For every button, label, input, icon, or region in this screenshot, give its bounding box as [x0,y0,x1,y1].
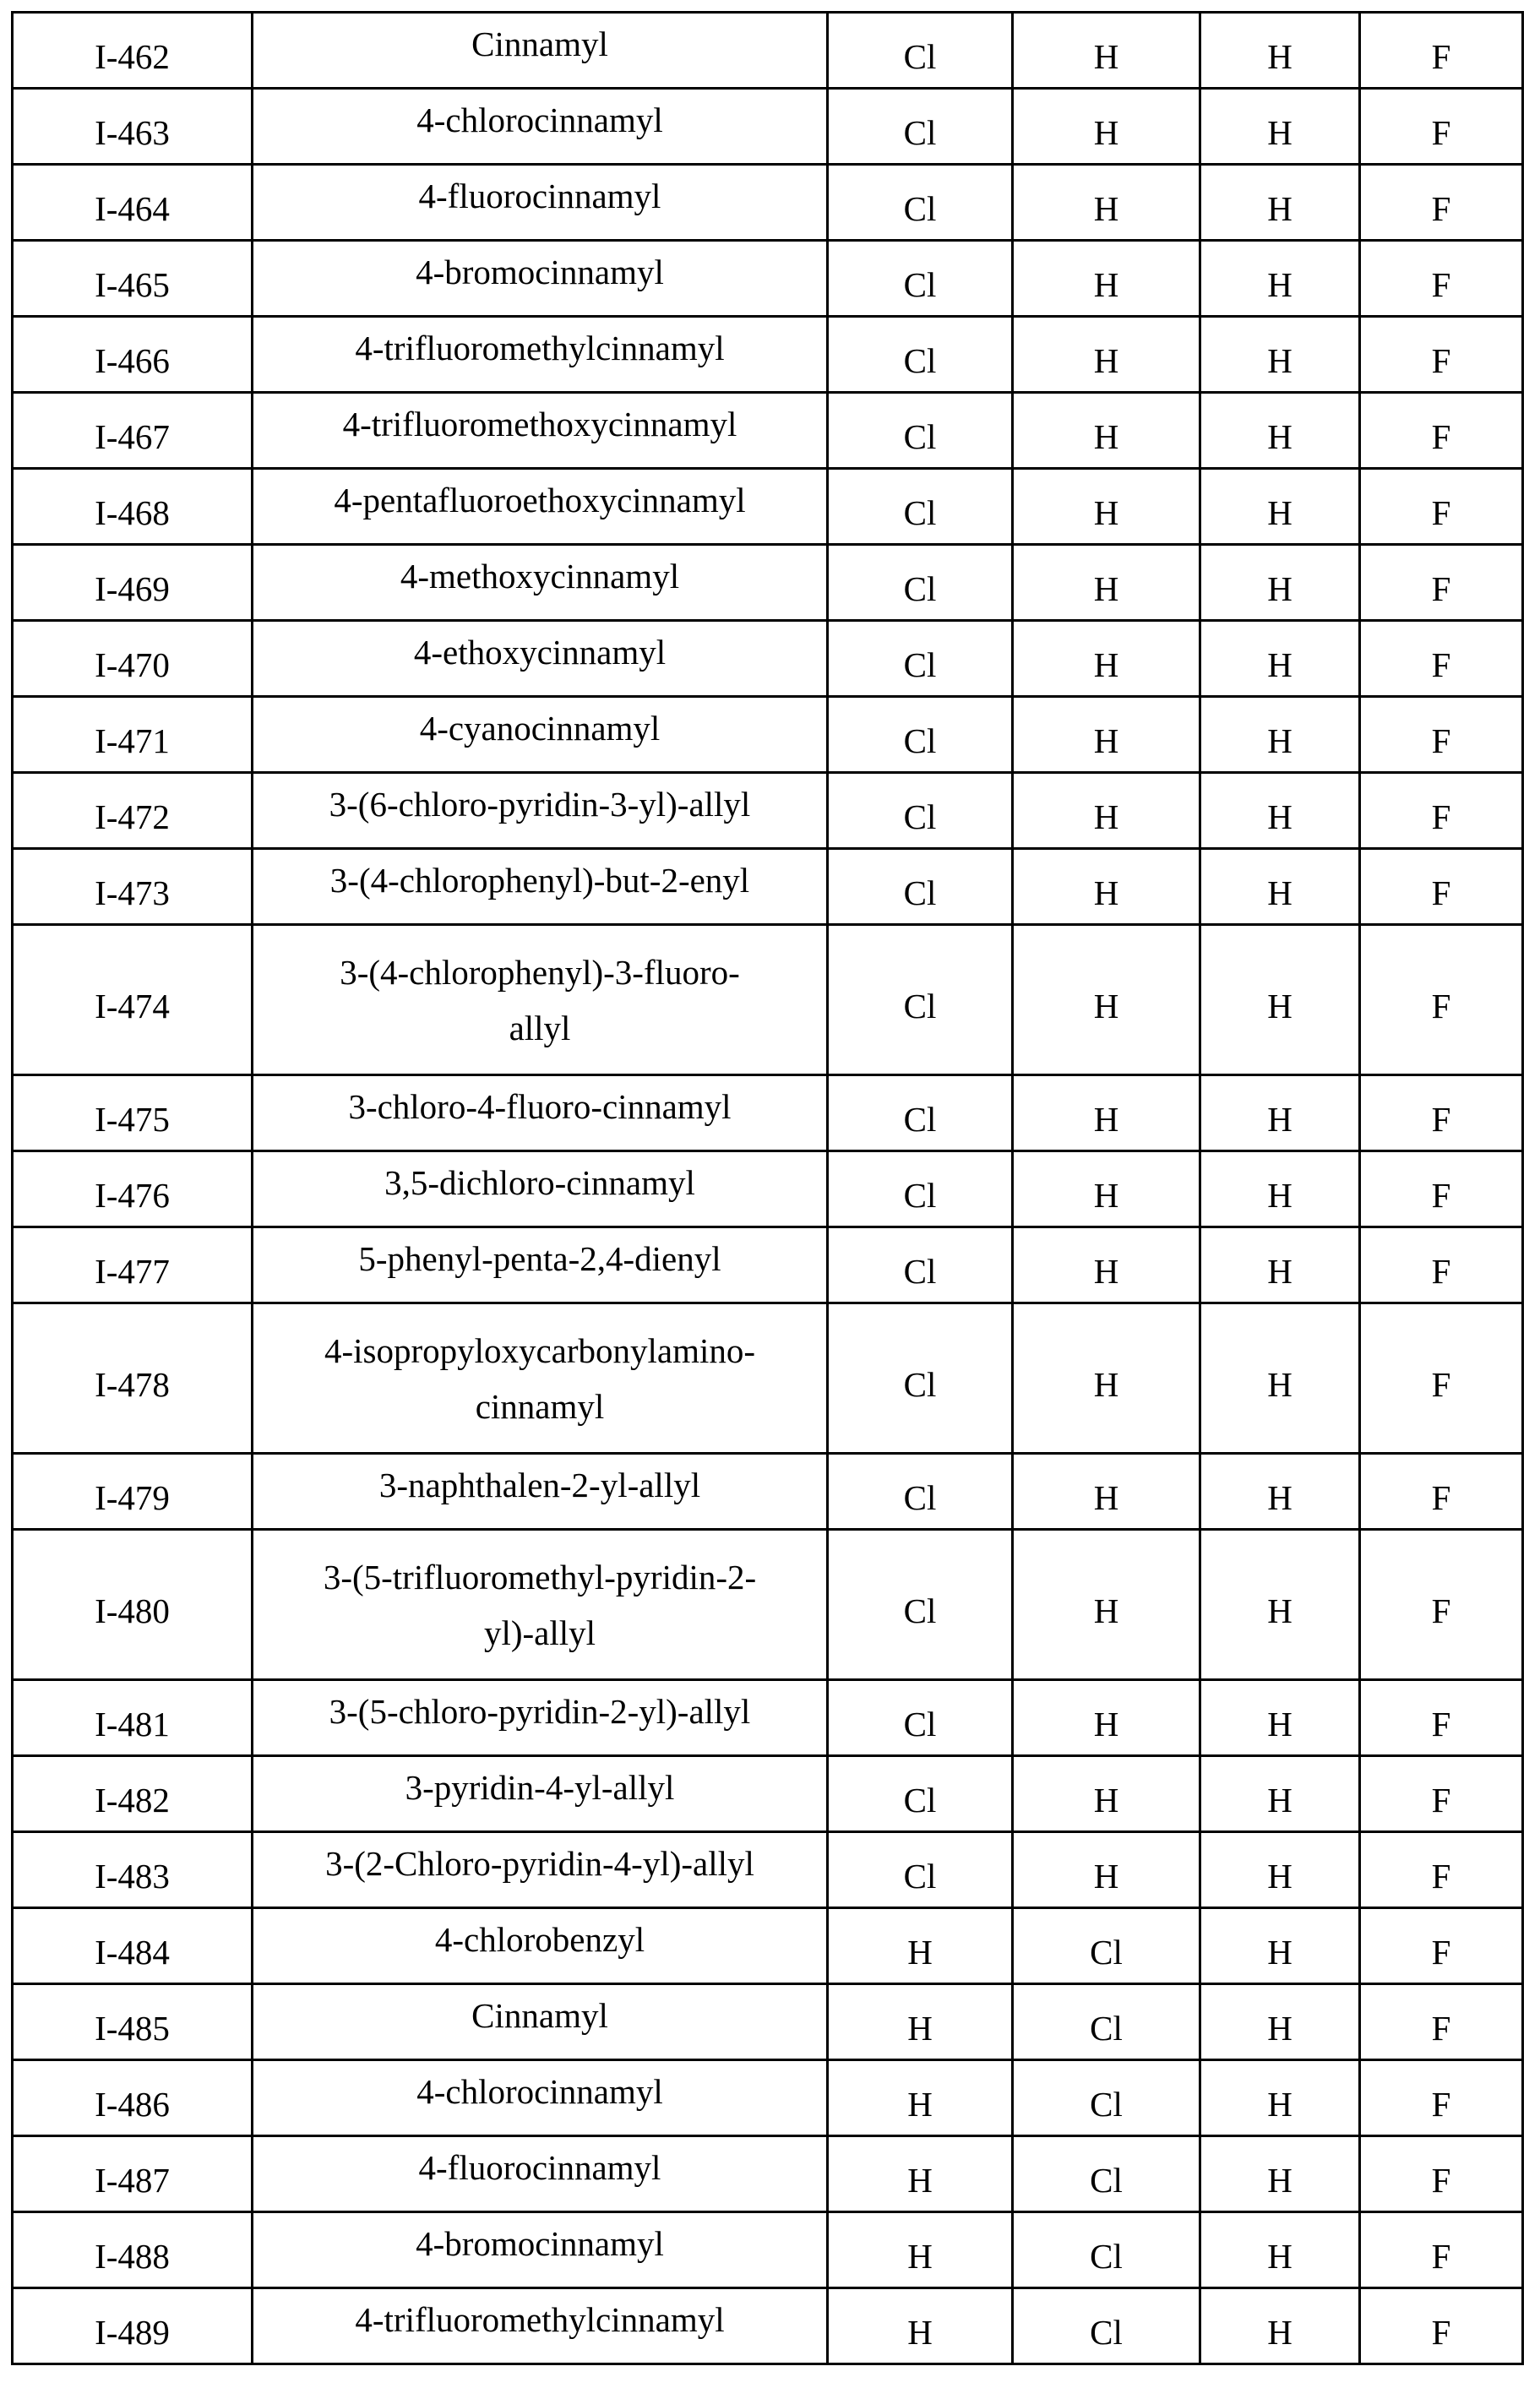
value-cell-c6: F [1360,1227,1523,1303]
value-cell-c3: Cl [828,317,1013,393]
table-row [13,1227,1523,1303]
table-row [13,621,1523,697]
substituent-cell: 4-trifluoromethylcinnamyl [253,317,828,393]
value-cell-c4: H [1013,1454,1200,1530]
table-row [13,2288,1523,2364]
substituent-cell: 3-chloro-4-fluoro-cinnamyl [253,1075,828,1151]
value-cell-c4: H [1013,1227,1200,1303]
value-cell-c4: H [1013,621,1200,697]
value-cell-c4: H [1013,1530,1200,1680]
value-cell-c6: F [1360,1756,1523,1832]
value-cell-c4: H [1013,773,1200,849]
compound-id-cell: I-489 [13,2288,253,2364]
compound-id-cell: I-471 [13,697,253,773]
substituent-cell: 5-phenyl-penta-2,4-dienyl [253,1227,828,1303]
value-cell-c4: Cl [1013,1984,1200,2060]
value-cell-c6: F [1360,241,1523,317]
table-row [13,2060,1523,2136]
value-cell-c6: F [1360,773,1523,849]
value-cell-c4: H [1013,13,1200,89]
value-cell-c3: Cl [828,925,1013,1075]
value-cell-c6: F [1360,89,1523,165]
substituent-cell: 4-fluorocinnamyl [253,165,828,241]
substituent-cell: Cinnamyl [253,13,828,89]
substituent-cell: 4-fluorocinnamyl [253,2136,828,2212]
substituent-line: 3-(5-trifluoromethyl-pyridin-2- [323,1557,757,1597]
substituent-cell: 4-chlorocinnamyl [253,89,828,165]
substituent-cell: 3-(4-chlorophenyl)-but-2-enyl [253,849,828,925]
value-cell-c4: H [1013,545,1200,621]
value-cell-c3: Cl [828,545,1013,621]
value-cell-c6: F [1360,1530,1523,1680]
substituent-line: 3-(4-chlorophenyl)-3-fluoro- [340,952,740,992]
value-cell-c6: F [1360,1680,1523,1756]
value-cell-c5: H [1200,849,1360,925]
compound-id-cell: I-470 [13,621,253,697]
value-cell-c4: H [1013,697,1200,773]
value-cell-c5: H [1200,1075,1360,1151]
value-cell-c5: H [1200,89,1360,165]
substituent-cell: 3-(2-Chloro-pyridin-4-yl)-allyl [253,1832,828,1908]
substituent-cell: 3-pyridin-4-yl-allyl [253,1756,828,1832]
value-cell-c5: H [1200,1756,1360,1832]
compound-id-cell: I-475 [13,1075,253,1151]
substituent-cell: 4-methoxycinnamyl [253,545,828,621]
table-row [13,165,1523,241]
value-cell-c6: F [1360,697,1523,773]
substituent-cell: 3-(5-chloro-pyridin-2-yl)-allyl [253,1680,828,1756]
value-cell-c5: H [1200,773,1360,849]
value-cell-c3: H [828,1984,1013,2060]
table-body [13,13,1523,2364]
value-cell-c4: H [1013,89,1200,165]
value-cell-c3: Cl [828,393,1013,469]
value-cell-c5: H [1200,13,1360,89]
compound-id-cell: I-477 [13,1227,253,1303]
value-cell-c3: Cl [828,773,1013,849]
value-cell-c3: Cl [828,1832,1013,1908]
compound-id-cell: I-485 [13,1984,253,2060]
value-cell-c5: H [1200,2212,1360,2288]
substituent-cell: 4-chlorobenzyl [253,1908,828,1984]
value-cell-c5: H [1200,925,1360,1075]
value-cell-c6: F [1360,545,1523,621]
value-cell-c4: H [1013,925,1200,1075]
value-cell-c6: F [1360,849,1523,925]
value-cell-c4: H [1013,1680,1200,1756]
value-cell-c5: H [1200,1984,1360,2060]
value-cell-c3: H [828,2060,1013,2136]
value-cell-c5: H [1200,317,1360,393]
value-cell-c5: H [1200,241,1360,317]
substituent-cell: 3,5-dichloro-cinnamyl [253,1151,828,1227]
compound-id-cell: I-465 [13,241,253,317]
table-row [13,1303,1523,1454]
value-cell-c6: F [1360,165,1523,241]
value-cell-c5: H [1200,1454,1360,1530]
value-cell-c3: Cl [828,1680,1013,1756]
compound-id-cell: I-482 [13,1756,253,1832]
substituent-cell [253,925,828,1075]
value-cell-c3: Cl [828,849,1013,925]
value-cell-c3: H [828,2212,1013,2288]
value-cell-c6: F [1360,13,1523,89]
value-cell-c6: F [1360,2288,1523,2364]
table-row [13,1832,1523,1908]
value-cell-c4: H [1013,469,1200,545]
value-cell-c6: F [1360,2060,1523,2136]
compound-id-cell: I-487 [13,2136,253,2212]
value-cell-c3: H [828,2136,1013,2212]
value-cell-c6: F [1360,317,1523,393]
compound-id-cell: I-467 [13,393,253,469]
value-cell-c6: F [1360,1908,1523,1984]
compound-id-cell: I-488 [13,2212,253,2288]
table-row [13,1984,1523,2060]
value-cell-c5: H [1200,1908,1360,1984]
compound-id-cell: I-466 [13,317,253,393]
value-cell-c4: H [1013,1756,1200,1832]
value-cell-c4: Cl [1013,1908,1200,1984]
value-cell-c5: H [1200,393,1360,469]
value-cell-c5: H [1200,2136,1360,2212]
compound-id-cell: I-464 [13,165,253,241]
value-cell-c5: H [1200,1151,1360,1227]
value-cell-c6: F [1360,1832,1523,1908]
table-row [13,1680,1523,1756]
value-cell-c3: H [828,1908,1013,1984]
compound-id-cell: I-472 [13,773,253,849]
value-cell-c3: Cl [828,13,1013,89]
table-row [13,1454,1523,1530]
table-row [13,2212,1523,2288]
table-row [13,241,1523,317]
table-row [13,697,1523,773]
value-cell-c6: F [1360,393,1523,469]
value-cell-c3: Cl [828,165,1013,241]
substituent-cell: 3-naphthalen-2-yl-allyl [253,1454,828,1530]
value-cell-c5: H [1200,1680,1360,1756]
compound-id-cell: I-483 [13,1832,253,1908]
compound-id-cell: I-478 [13,1303,253,1454]
substituent-cell [253,1530,828,1680]
value-cell-c3: Cl [828,469,1013,545]
value-cell-c6: F [1360,925,1523,1075]
value-cell-c6: F [1360,1454,1523,1530]
value-cell-c3: Cl [828,1756,1013,1832]
value-cell-c5: H [1200,1530,1360,1680]
table-row [13,13,1523,89]
value-cell-c3: Cl [828,1530,1013,1680]
value-cell-c3: Cl [828,1454,1013,1530]
value-cell-c6: F [1360,2212,1523,2288]
value-cell-c3: Cl [828,89,1013,165]
value-cell-c5: H [1200,697,1360,773]
value-cell-c4: H [1013,1832,1200,1908]
value-cell-c6: F [1360,1984,1523,2060]
value-cell-c6: F [1360,1151,1523,1227]
value-cell-c6: F [1360,2136,1523,2212]
substituent-cell: 4-trifluoromethoxycinnamyl [253,393,828,469]
compound-id-cell: I-486 [13,2060,253,2136]
compound-id-cell: I-476 [13,1151,253,1227]
table-row [13,89,1523,165]
substituent-cell: 3-(6-chloro-pyridin-3-yl)-allyl [253,773,828,849]
compound-id-cell: I-462 [13,13,253,89]
compound-id-cell: I-463 [13,89,253,165]
table-row [13,469,1523,545]
substituent-cell: Cinnamyl [253,1984,828,2060]
value-cell-c4: H [1013,241,1200,317]
compound-id-cell: I-480 [13,1530,253,1680]
value-cell-c4: H [1013,393,1200,469]
value-cell-c5: H [1200,1303,1360,1454]
substituent-line: cinnamyl [475,1386,605,1426]
table-row [13,1530,1523,1680]
substituent-line: 4-isopropyloxycarbonylamino- [324,1330,756,1370]
value-cell-c3: Cl [828,1151,1013,1227]
table-row [13,849,1523,925]
value-cell-c5: H [1200,469,1360,545]
value-cell-c5: H [1200,1832,1360,1908]
value-cell-c5: H [1200,621,1360,697]
substituent-cell [253,1303,828,1454]
value-cell-c4: H [1013,1075,1200,1151]
value-cell-c4: H [1013,165,1200,241]
table-row [13,925,1523,1075]
value-cell-c4: H [1013,317,1200,393]
value-cell-c3: Cl [828,1075,1013,1151]
value-cell-c4: Cl [1013,2060,1200,2136]
table-row [13,773,1523,849]
table-row [13,545,1523,621]
table-row [13,2136,1523,2212]
substituent-cell: 4-bromocinnamyl [253,241,828,317]
value-cell-c3: Cl [828,241,1013,317]
compound-id-cell: I-481 [13,1680,253,1756]
value-cell-c5: H [1200,545,1360,621]
substituent-cell: 4-bromocinnamyl [253,2212,828,2288]
value-cell-c4: H [1013,1151,1200,1227]
value-cell-c6: F [1360,1303,1523,1454]
compound-id-cell: I-469 [13,545,253,621]
value-cell-c3: Cl [828,621,1013,697]
compound-id-cell: I-468 [13,469,253,545]
compound-id-cell: I-484 [13,1908,253,1984]
value-cell-c6: F [1360,1075,1523,1151]
substituent-line: allyl [509,1008,571,1047]
compound-id-cell: I-479 [13,1454,253,1530]
compound-table [11,11,1524,2365]
value-cell-c5: H [1200,1227,1360,1303]
compound-id-cell: I-474 [13,925,253,1075]
value-cell-c3: Cl [828,1227,1013,1303]
table-row [13,393,1523,469]
compound-id-cell: I-473 [13,849,253,925]
value-cell-c3: Cl [828,1303,1013,1454]
value-cell-c5: H [1200,2288,1360,2364]
substituent-cell: 4-cyanocinnamyl [253,697,828,773]
value-cell-c5: H [1200,2060,1360,2136]
table-row [13,1908,1523,1984]
value-cell-c4: H [1013,849,1200,925]
substituent-cell: 4-ethoxycinnamyl [253,621,828,697]
value-cell-c4: Cl [1013,2288,1200,2364]
value-cell-c6: F [1360,621,1523,697]
value-cell-c4: Cl [1013,2136,1200,2212]
value-cell-c3: H [828,2288,1013,2364]
value-cell-c3: Cl [828,697,1013,773]
substituent-cell: 4-chlorocinnamyl [253,2060,828,2136]
value-cell-c4: H [1013,1303,1200,1454]
substituent-line: yl)-allyl [483,1613,596,1652]
table-row [13,317,1523,393]
substituent-cell: 4-pentafluoroethoxycinnamyl [253,469,828,545]
substituent-cell: 4-trifluoromethylcinnamyl [253,2288,828,2364]
value-cell-c6: F [1360,469,1523,545]
value-cell-c4: Cl [1013,2212,1200,2288]
value-cell-c5: H [1200,165,1360,241]
table-row [13,1075,1523,1151]
table-row [13,1151,1523,1227]
table-row [13,1756,1523,1832]
